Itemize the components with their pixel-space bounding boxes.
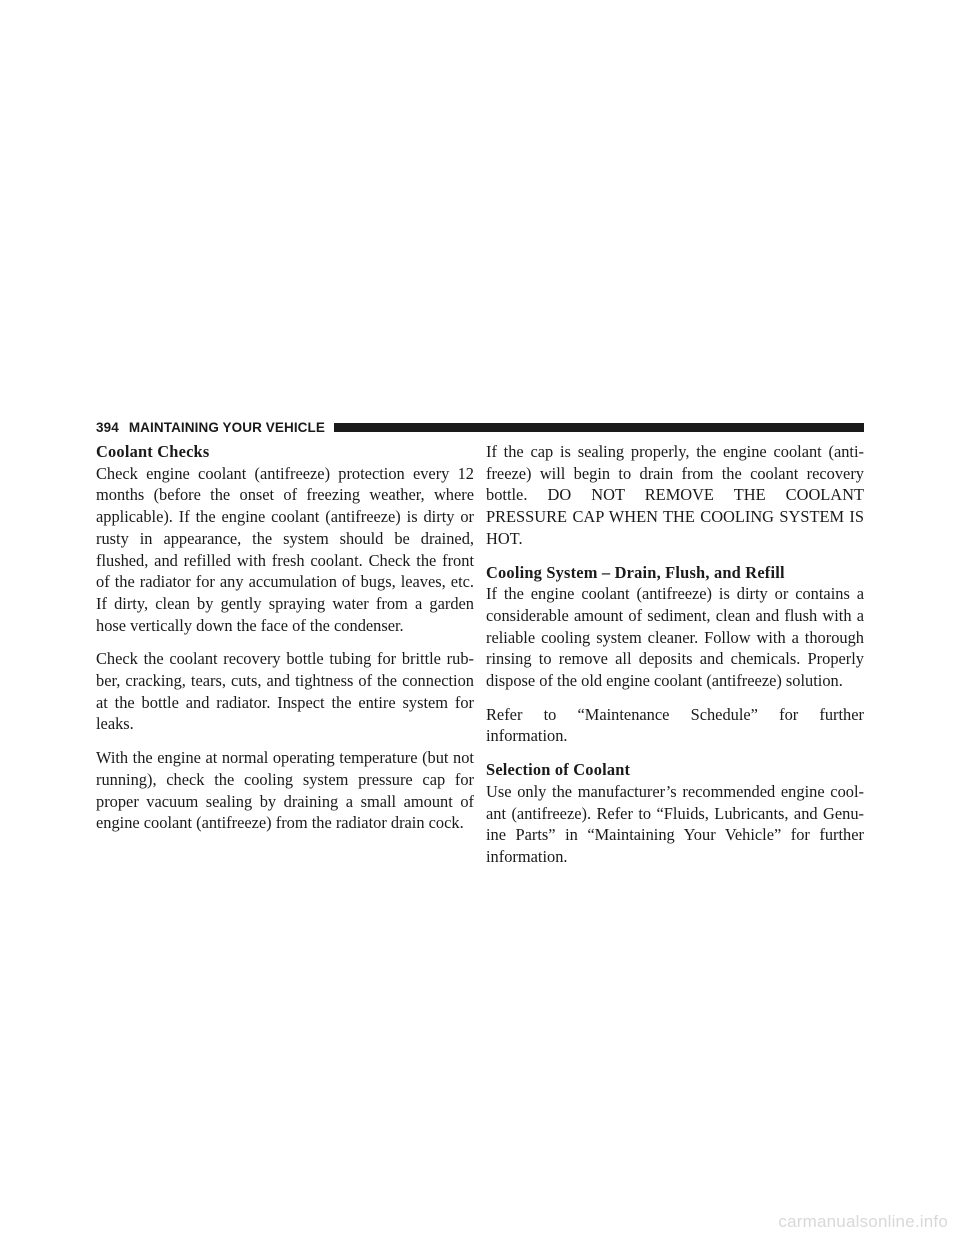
- paragraph-maintenance-reference: Refer to “Maintenance Schedule” for further information.: [486, 704, 864, 746]
- section-title: MAINTAINING YOUR VEHICLE: [128, 419, 325, 435]
- left-column: [96, 441, 474, 846]
- paragraph-recovery-bottle-tubing: Check the coolant recovery bottle tubing for brittle rubber, cracking, tears, cuts, and tightness of the connection at the bottle and radiator. Inspect the entire system for leaks.: [96, 649, 474, 734]
- watermark-text: carmanualsonline.info: [778, 1212, 948, 1231]
- page-header: [96, 418, 864, 436]
- heading-drain-flush-refill: Cooling System – Drain, Flush, and Refill: [486, 562, 785, 582]
- header-rule: [334, 423, 864, 432]
- page-number: 394: [96, 419, 119, 435]
- heading-coolant-checks: Coolant Checks: [96, 442, 210, 461]
- paragraph-pressure-cap-check: With the engine at normal operating temperature (but not running), check the cooling system pressure cap for proper vacuum sealing by draining a small amount of engine coolant (antifreeze) from the radiator drain cock.: [96, 748, 474, 833]
- paragraph-flush-instructions: If the engine coolant (antifreeze) is dirty or contains a considerable amount of sediment, clean and flush with a reliable cooling system cleaner. Follow with a thorough rinsing to remove all deposits and chemicals. Properly dispose of the old engine coolant (antifreeze) solution.: [486, 584, 864, 691]
- heading-selection-of-coolant: Selection of Coolant: [486, 760, 631, 780]
- paragraph-cap-sealing: If the cap is sealing properly, the engine coolant (antifreeze) will begin to drain from the coolant recovery bottle. DO NOT REMOVE THE COOLANT PRESSURE CAP WHEN THE COOLING SYSTEM IS HOT.: [486, 442, 864, 548]
- right-column: [486, 441, 864, 880]
- paragraph-coolant-selection: Use only the manufacturer’s recommended engine coolant (antifreeze). Refer to “Fluids, Lubricants, and Genuine Parts” in “Maintaining Your Vehicle” for further information.: [486, 781, 864, 866]
- paragraph-coolant-protection: Check engine coolant (antifreeze) protection every 12 months (before the onset of freezing weather, where applicable). If the engine coolant (antifreeze) is dirty or rusty in appearance, the system should be drained, flushed, and refilled with fresh coolant. Check the front of the radiator for any accumulation of bugs, leaves, etc. If dirty, clean by gently spraying water from a garden hose vertically down the face of the condenser.: [96, 463, 474, 635]
